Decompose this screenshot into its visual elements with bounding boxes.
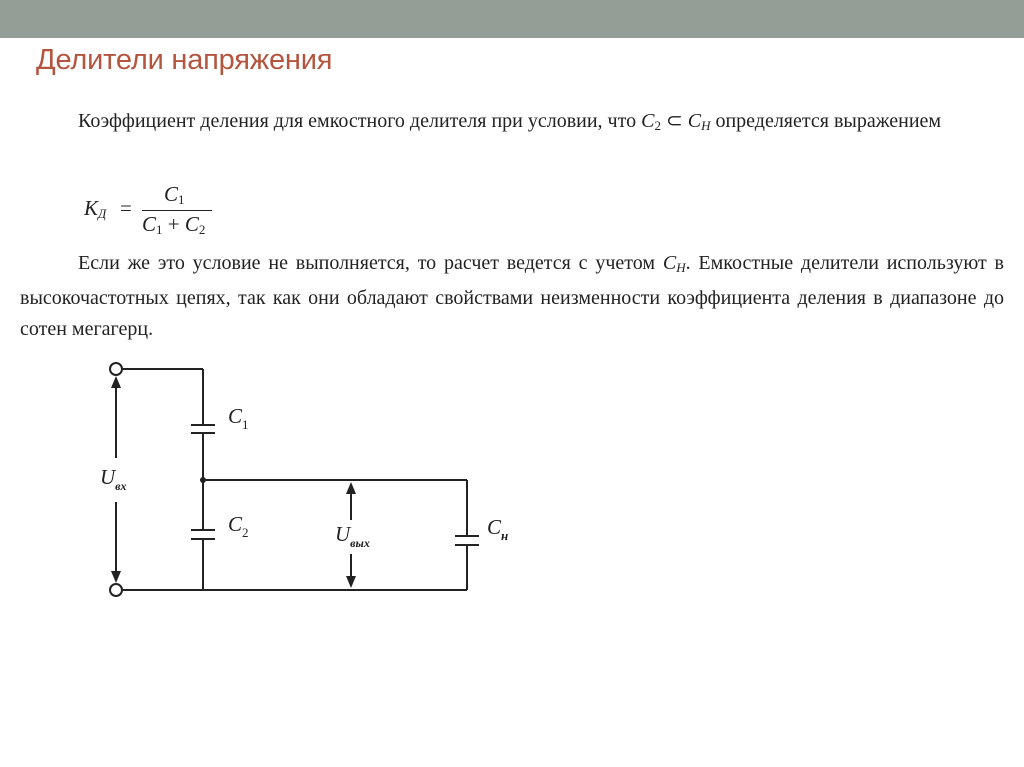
c1-label: $C_1$ xyxy=(228,404,249,432)
uin-arrowhead-up xyxy=(111,376,121,388)
input-terminal-top xyxy=(110,363,122,375)
formula-equals: = xyxy=(120,196,132,220)
uin-arrowhead-down xyxy=(111,571,121,583)
paragraph-1-text-start: Коэффициент деления для емкостного делителя при условии, что xyxy=(78,110,642,132)
paragraph-1-text-end: определяется выражением xyxy=(710,110,942,132)
input-terminal-bottom xyxy=(110,584,122,596)
paragraph-2-text-end: . Емкостные делители используют в высокочастотных цепях, так как они обладают свойствами неизменности коэффициента деления в диапазоне до сотен мегагерц. xyxy=(20,252,1004,340)
uout-label: $U_{вых}$ xyxy=(335,522,370,550)
uout-arrowhead-up xyxy=(346,482,356,494)
cn-symbol: CH xyxy=(687,110,711,133)
formula-lhs: KД xyxy=(84,196,107,221)
c2-label: $C_2$ xyxy=(228,512,249,540)
formula-denominator: $C_1 + C_2$ xyxy=(142,212,206,237)
uout-arrowhead-down xyxy=(346,576,356,588)
relation-symbol: ⊂ xyxy=(660,110,688,132)
paragraph-2-text-start: Если же это условие не выполняется, то расчет ведется с учетом xyxy=(78,252,663,274)
c2-symbol: $C_2$ xyxy=(641,110,661,133)
uin-label: $U_{вх}$ xyxy=(100,465,127,493)
formula-numerator: $C_1$ xyxy=(164,182,185,207)
cn-symbol-2: CH xyxy=(662,252,686,275)
slide-title: Делители напряжения xyxy=(36,44,333,76)
junction-dot xyxy=(200,477,206,483)
cn-label: $C_н$ xyxy=(487,515,509,543)
